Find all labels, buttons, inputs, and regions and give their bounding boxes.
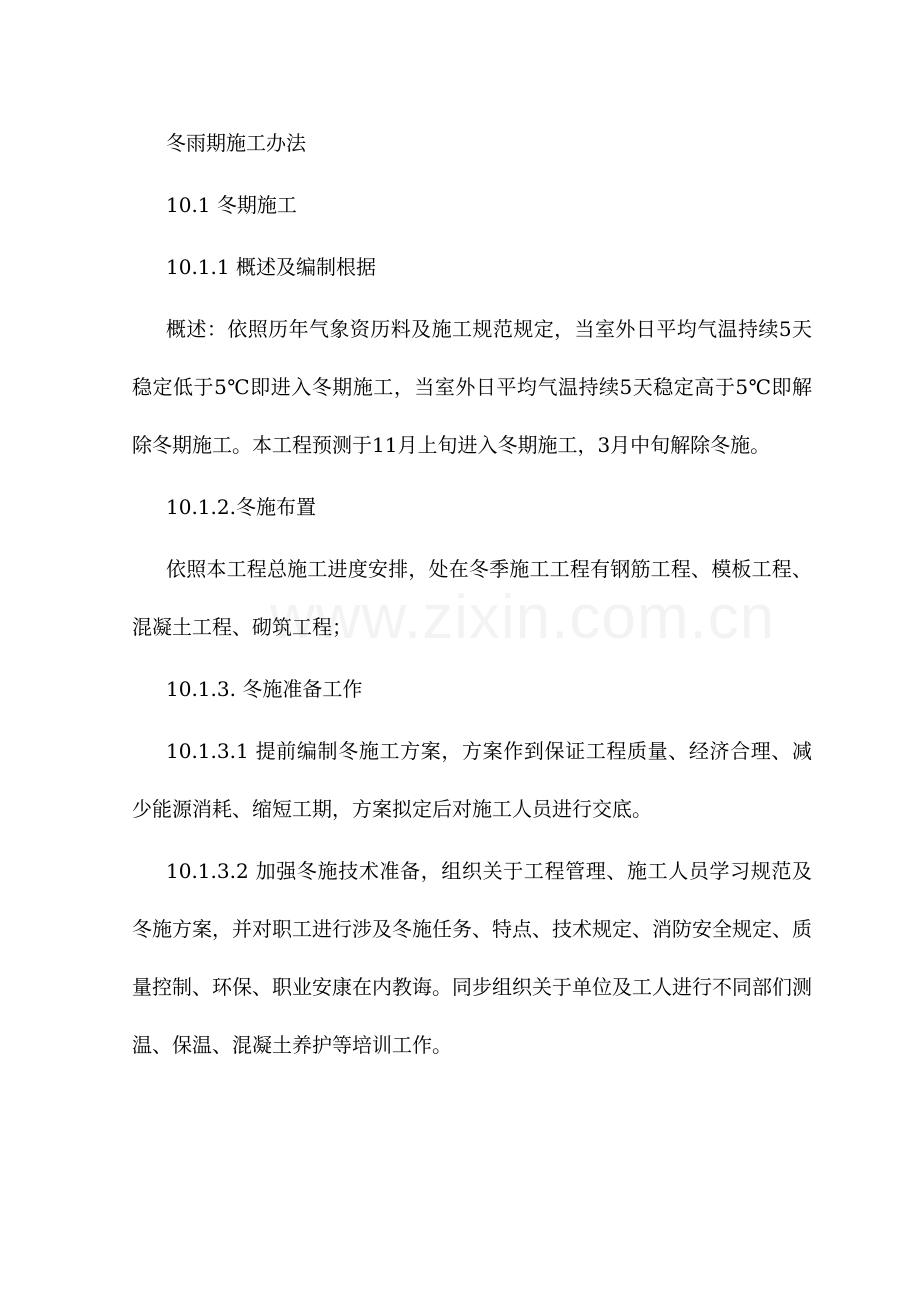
layout-paragraph: 依照本工程总施工进度安排，处在冬季施工工程有钢筋工程、模板工程、混凝土工程、砌筑工程；	[132, 557, 812, 639]
section-heading-10-1-2: 10.1.2.冬施布置	[166, 495, 316, 519]
document-body	[132, 114, 812, 1074]
preparation-item-10-1-3-1: 10.1.3.1 提前编制冬施工方案，方案作到保证工程质量、经济合理、减少能源消耗、缩短工期，方案拟定后对施工人员进行交底。	[132, 739, 812, 821]
preparation-item-10-1-3-2: 10.1.3.2 加强冬施技术准备，组织关于工程管理、施工人员学习规范及冬施方案，并对职工进行涉及冬施任务、特点、技术规定、消防安全规定、质量控制、环保、职业安康在内教诲。同步组织关于单位及工人进行不同部们测温、保温、混凝土养护等培训工作。	[132, 859, 812, 1057]
section-heading-10-1-1: 10.1.1 概述及编制根据	[166, 255, 376, 279]
section-heading-10-1-3: 10.1.3. 冬施准备工作	[166, 677, 363, 701]
overview-paragraph: 概述：依照历年气象资历料及施工规范规定，当室外日平均气温持续5天稳定低于5℃即进入冬期施工，当室外日平均气温持续5天稳定高于5℃即解除冬期施工。本工程预测于11月上旬进入冬期施工，3月中旬解除冬施。	[132, 317, 812, 457]
document-title: 冬雨期施工办法	[166, 131, 306, 155]
section-heading-10-1: 10.1 冬期施工	[166, 193, 297, 217]
